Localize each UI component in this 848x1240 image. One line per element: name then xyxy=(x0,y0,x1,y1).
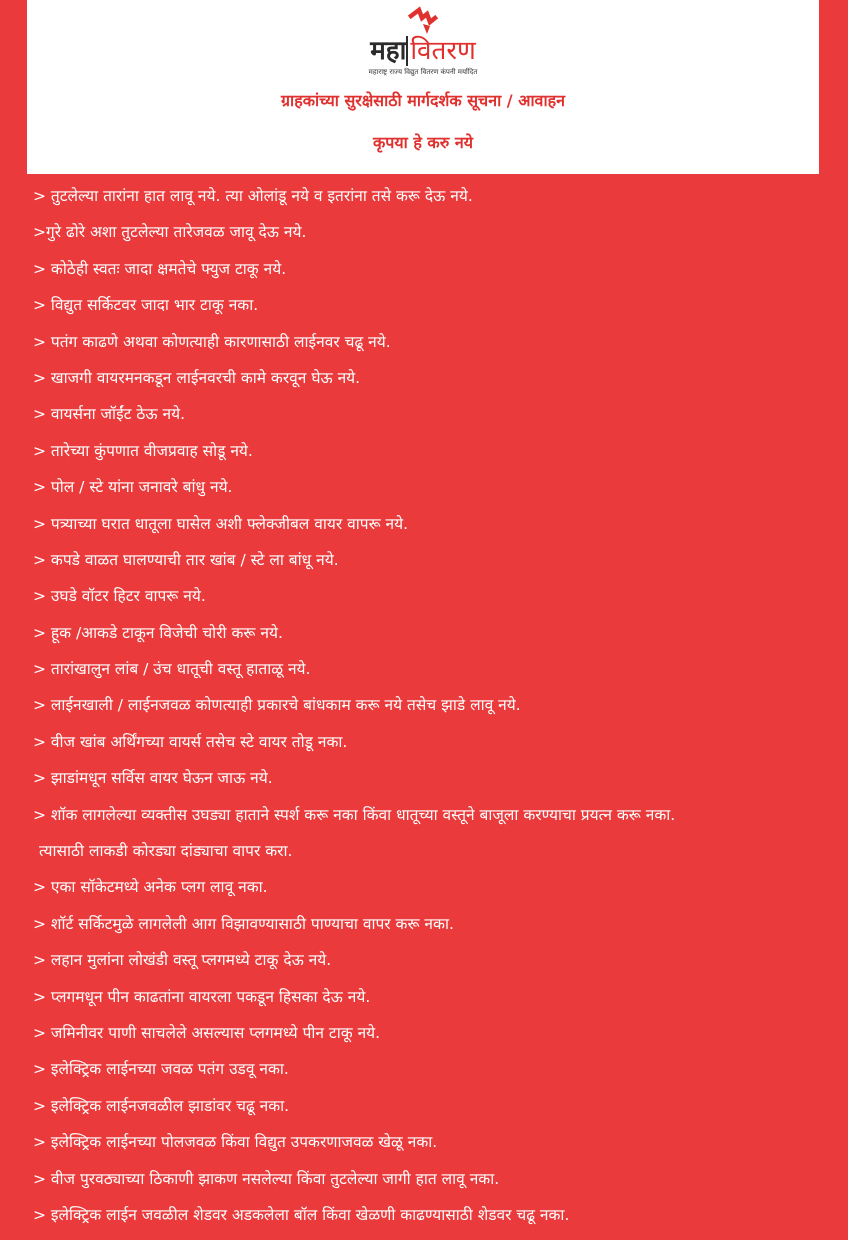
page-title: ग्राहकांच्या सुरक्षेसाठी मार्गदर्शक सूचना / आवाहन xyxy=(281,91,565,110)
list-item: > तारेच्या कुंपणात वीजप्रवाह सोडू नये. xyxy=(33,441,253,460)
list-item: > इलेक्ट्रिक लाईन जवळील शेडवर अडकलेला बॉल किंवा खेळणी काढण्यासाठी शेडवर चढू नका. xyxy=(33,1205,570,1224)
list-item-continuation: त्यासाठी लाकडी कोरड्या दांड्याचा वापर करा. xyxy=(39,842,293,861)
list-item: > पत्र्याच्या घरात धातूला घासेल अशी फ्लेक्जीबल वायर वापरू नये. xyxy=(33,514,409,533)
list-item: >गुरे ढोरे अशा तुटलेल्या तारेजवळ जावू देऊ नये. xyxy=(33,223,307,242)
list-item: > लहान मुलांना लोखंडी वस्तू प्लगमध्ये टाकू देऊ नये. xyxy=(33,951,332,970)
logo-word-maha: महा xyxy=(370,36,407,66)
list-item: > इलेक्ट्रिक लाईनच्या पोलजवळ किंवा विद्युत उपकरणाजवळ खेळू नका. xyxy=(33,1133,438,1152)
list-item: > विद्युत सर्किटवर जादा भार टाकू नका. xyxy=(33,296,259,315)
mahavitaran-logo xyxy=(27,6,819,77)
safety-instructions-list xyxy=(33,185,833,1240)
list-item: > पतंग काढणे अथवा कोणत्याही कारणासाठी लाईनवर चढू नये. xyxy=(33,332,391,351)
list-item: > कपडे वाळत घालण्याची तार खांब / स्टे ला बांधू नये. xyxy=(33,550,339,569)
list-item: > प्लगमधून पीन काढतांना वायरला पकडून हिसका देऊ नये. xyxy=(33,987,371,1006)
list-item: > हूक /आकडे टाकून विजेची चोरी करू नये. xyxy=(33,623,283,642)
logo-subtitle: महाराष्ट्र राज्य विद्युत वितरण कंपनी मर्यादित xyxy=(368,68,478,76)
list-item: > उघडे वॉटर हिटर वापरू नये. xyxy=(33,587,206,606)
list-item: > वायर्सना जॉईंट ठेऊ नये. xyxy=(33,405,186,424)
logo-wordmark xyxy=(370,36,476,66)
page-subtitle: कृपया हे करु नये xyxy=(372,133,474,152)
lightning-bolt-icon xyxy=(407,6,439,36)
list-item: > झाडांमधून सर्विस वायर घेऊन जाऊ नये. xyxy=(33,769,273,788)
logo-word-vitaran: वितरण xyxy=(406,36,475,66)
list-item: > पोल / स्टे यांना जनावरे बांधु नये. xyxy=(33,478,233,497)
list-item: > कोठेही स्वतः जादा क्षमतेचे फ्युज टाकू नये. xyxy=(33,259,287,278)
list-item: > एका सॉकेटमध्ये अनेक प्लग लावू नका. xyxy=(33,878,268,897)
list-item: > वीज खांब अर्थिंगच्या वायर्स तसेच स्टे वायर तोडू नका. xyxy=(33,732,348,751)
list-item: > इलेक्ट्रिक लाईनच्या जवळ पतंग उडवू नका. xyxy=(33,1060,289,1079)
list-item: > इलेक्ट्रिक लाईनजवळील झाडांवर चढू नका. xyxy=(33,1096,290,1115)
list-item: > तारांखालुन लांब / उंच धातूची वस्तू हाताळू नये. xyxy=(33,660,311,679)
list-item: > लाईनखाली / लाईनजवळ कोणत्याही प्रकारचे बांधकाम करू नये तसेच झाडे लावू नये. xyxy=(33,696,521,715)
list-item: > खाजगी वायरमनकडून लाईनवरची कामे करवून घेऊ नये. xyxy=(33,368,361,387)
header-card xyxy=(27,0,819,174)
list-item: > शॉर्ट सर्किटमुळे लागलेली आग विझावण्यासाठी पाण्याचा वापर करू नका. xyxy=(33,914,454,933)
list-item: > जमिनीवर पाणी साचलेले असल्यास प्लगमध्ये पीन टाकू नये. xyxy=(33,1023,381,1042)
list-item: > शॉक लागलेल्या व्यक्तीस उघड्या हाताने स्पर्श करू नका किंवा धातूच्या वस्तूने बाजूला करण्याचा प्रयत्न करू नका. xyxy=(33,805,676,824)
list-item: > तुटलेल्या तारांना हात लावू नये. त्या ओलांडू नये व इतरांना तसे करू देऊ नये. xyxy=(33,187,473,205)
list-item: > वीज पुरवठ्याच्या ठिकाणी झाकण नसलेल्या किंवा तुटलेल्या जागी हात लावू नका. xyxy=(33,1169,500,1188)
